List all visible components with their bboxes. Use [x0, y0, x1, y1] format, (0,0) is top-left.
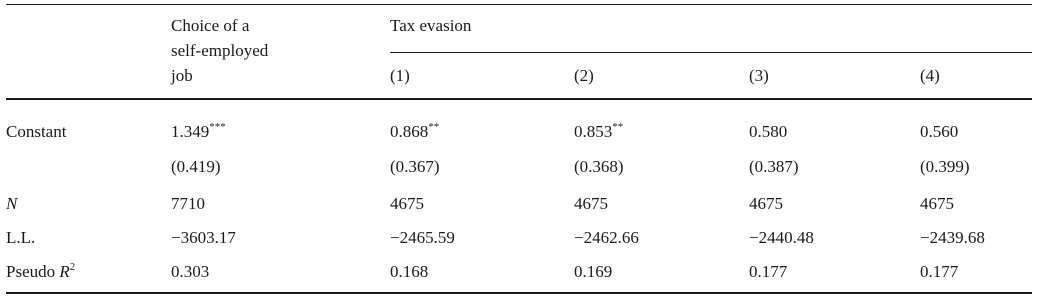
cell-se-1: (0.419) [171, 157, 221, 176]
cell-se-4: (0.387) [749, 157, 799, 176]
header-sub-4: (4) [920, 66, 940, 85]
cell-pseudo-4: 0.177 [749, 262, 788, 281]
cell-pseudo-5: 0.177 [920, 262, 959, 281]
cell-n-3: 4675 [574, 194, 608, 213]
cell-se-5: (0.399) [920, 157, 970, 176]
cell-n-2: 4675 [390, 194, 424, 213]
cell-constant-1: 1.349*** [171, 121, 226, 141]
cell-n-5: 4675 [920, 194, 954, 213]
group-rule [390, 52, 1032, 53]
cell-ll-2: −2465.59 [390, 228, 455, 247]
cell-constant-4: 0.580 [749, 122, 788, 141]
cell-ll-4: −2440.48 [749, 228, 814, 247]
header-col1-line3: job [171, 66, 193, 85]
row-label-pseudo-r2: Pseudo $R^2$ [6, 261, 76, 281]
bottom-rule [6, 292, 1032, 294]
header-rule [6, 98, 1032, 100]
top-rule [6, 4, 1032, 5]
cell-ll-5: −2439.68 [920, 228, 985, 247]
cell-ll-3: −2462.66 [574, 228, 639, 247]
cell-constant-2: 0.868** [390, 121, 440, 141]
header-tax-evasion: Tax evasion [390, 16, 472, 35]
header-sub-2: (2) [574, 66, 594, 85]
cell-n-1: 7710 [171, 194, 205, 213]
row-label-constant: Constant [6, 122, 67, 141]
cell-constant-5: 0.560 [920, 122, 959, 141]
header-sub-3: (3) [749, 66, 769, 85]
cell-ll-1: −3603.17 [171, 228, 236, 247]
cell-pseudo-2: 0.168 [390, 262, 429, 281]
cell-se-2: (0.367) [390, 157, 440, 176]
header-sub-1: (1) [390, 66, 410, 85]
header-col1-line2: self-employed [171, 41, 269, 60]
header-col1-line1: Choice of a [171, 16, 250, 35]
cell-se-3: (0.368) [574, 157, 624, 176]
cell-pseudo-1: 0.303 [171, 262, 210, 281]
row-label-n: N [6, 194, 18, 213]
cell-n-4: 4675 [749, 194, 783, 213]
row-label-ll: L.L. [6, 228, 36, 247]
cell-pseudo-3: 0.169 [574, 262, 613, 281]
cell-constant-3: 0.853** [574, 121, 624, 141]
